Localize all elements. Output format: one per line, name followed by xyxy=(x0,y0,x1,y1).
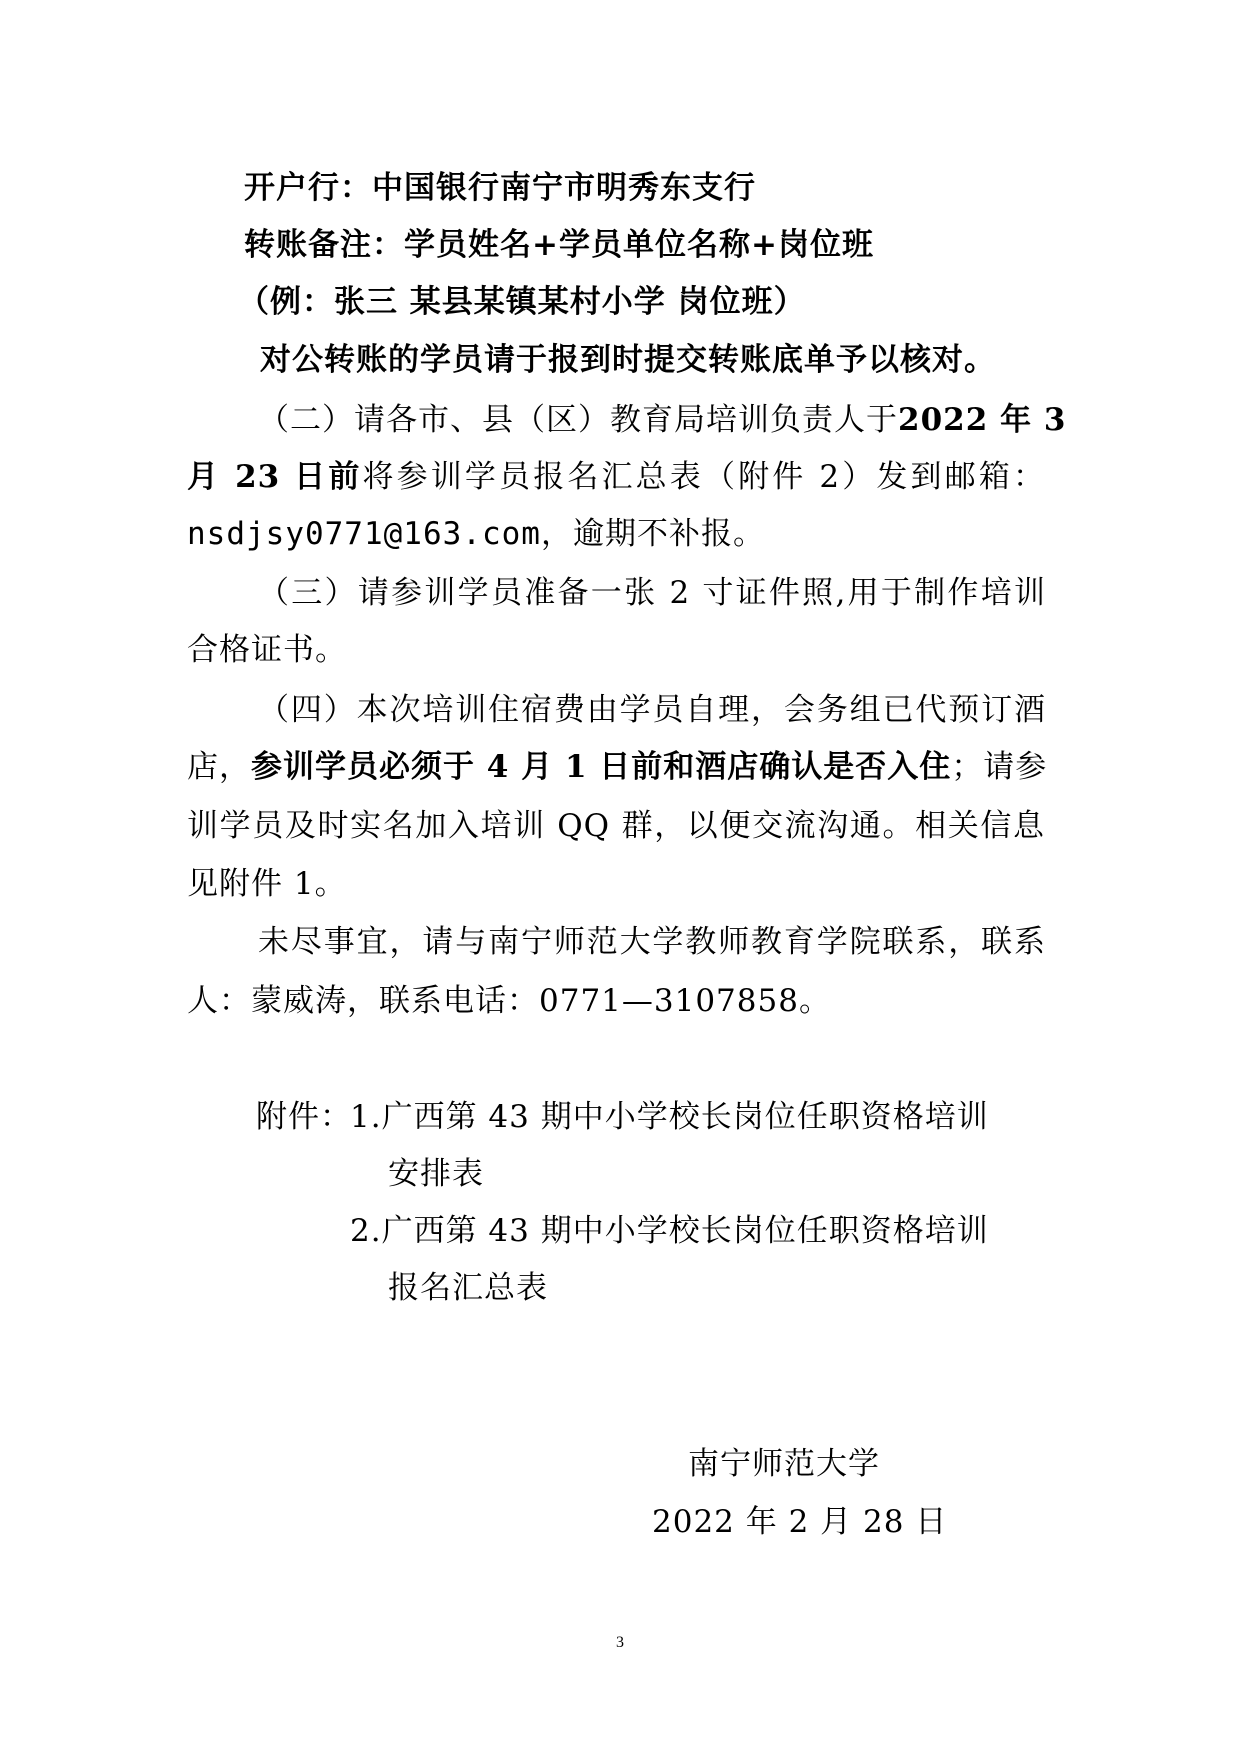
item4-line2-post: ；请参 xyxy=(951,749,1048,785)
signature-date: 2022 年 2 月 28 日 xyxy=(652,1504,948,1540)
item2-email-line xyxy=(187,514,765,554)
attachments-label: 附件： xyxy=(256,1099,352,1135)
item2-deadline-date: 月 23 日前 xyxy=(187,459,363,495)
transfer-remark-line: 转账备注：学员姓名+学员单位名称+岗位班 xyxy=(244,227,874,263)
bank-line: 开户行：中国银行南宁市明秀东支行 xyxy=(244,170,756,206)
signature-org: 南宁师范大学 xyxy=(688,1446,880,1482)
item2-line1-text: （二）请各市、县（区）教育局培训负责人于 xyxy=(258,402,898,438)
item2-deadline-year: 2022 年 3 xyxy=(898,402,1067,438)
item3-line1: （三）请参训学员准备一张 2 寸证件照,用于制作培训 xyxy=(258,575,1046,611)
item2-line2-text: 将参训学员报名汇总表（附件 2）发到邮箱： xyxy=(362,459,1045,495)
page-number: 3 xyxy=(616,1634,624,1651)
attachment-1-line2: 安排表 xyxy=(388,1156,484,1192)
contact-line2: 人：蒙威涛，联系电话：0771—3107858。 xyxy=(187,983,831,1019)
attachment-2-line1: 2.广西第 43 期中小学校长岗位任职资格培训 xyxy=(350,1213,989,1249)
transfer-example-line: （例：张三 某县某镇某村小学 岗位班） xyxy=(238,284,806,320)
item4-line2-pre: 店， xyxy=(187,749,251,785)
item4-line1: （四）本次培训住宿费由学员自理，会务组已代预订酒 xyxy=(258,692,1046,728)
contact-line1: 未尽事宜，请与南宁师范大学教师教育学院联系，联系 xyxy=(258,924,1046,960)
item2-line2 xyxy=(187,457,1045,497)
attachment-2-line2: 报名汇总表 xyxy=(388,1270,548,1306)
item3-line2: 合格证书。 xyxy=(187,632,347,668)
item4-line3: 训学员及时实名加入培训 QQ 群，以便交流沟通。相关信息 xyxy=(187,808,1045,844)
item4-checkin-deadline: 参训学员必须于 4 月 1 日前和酒店确认是否入住 xyxy=(251,749,952,785)
item2-line1 xyxy=(258,400,1067,440)
transfer-check-line: 对公转账的学员请于报到时提交转账底单予以核对。 xyxy=(260,342,996,378)
item4-line2 xyxy=(187,747,1048,787)
item4-line4: 见附件 1。 xyxy=(187,866,347,902)
attachment-1-line1: 1.广西第 43 期中小学校长岗位任职资格培训 xyxy=(350,1099,989,1135)
email-address: nsdjsy0771@163.com，逾期不补报。 xyxy=(187,516,765,552)
